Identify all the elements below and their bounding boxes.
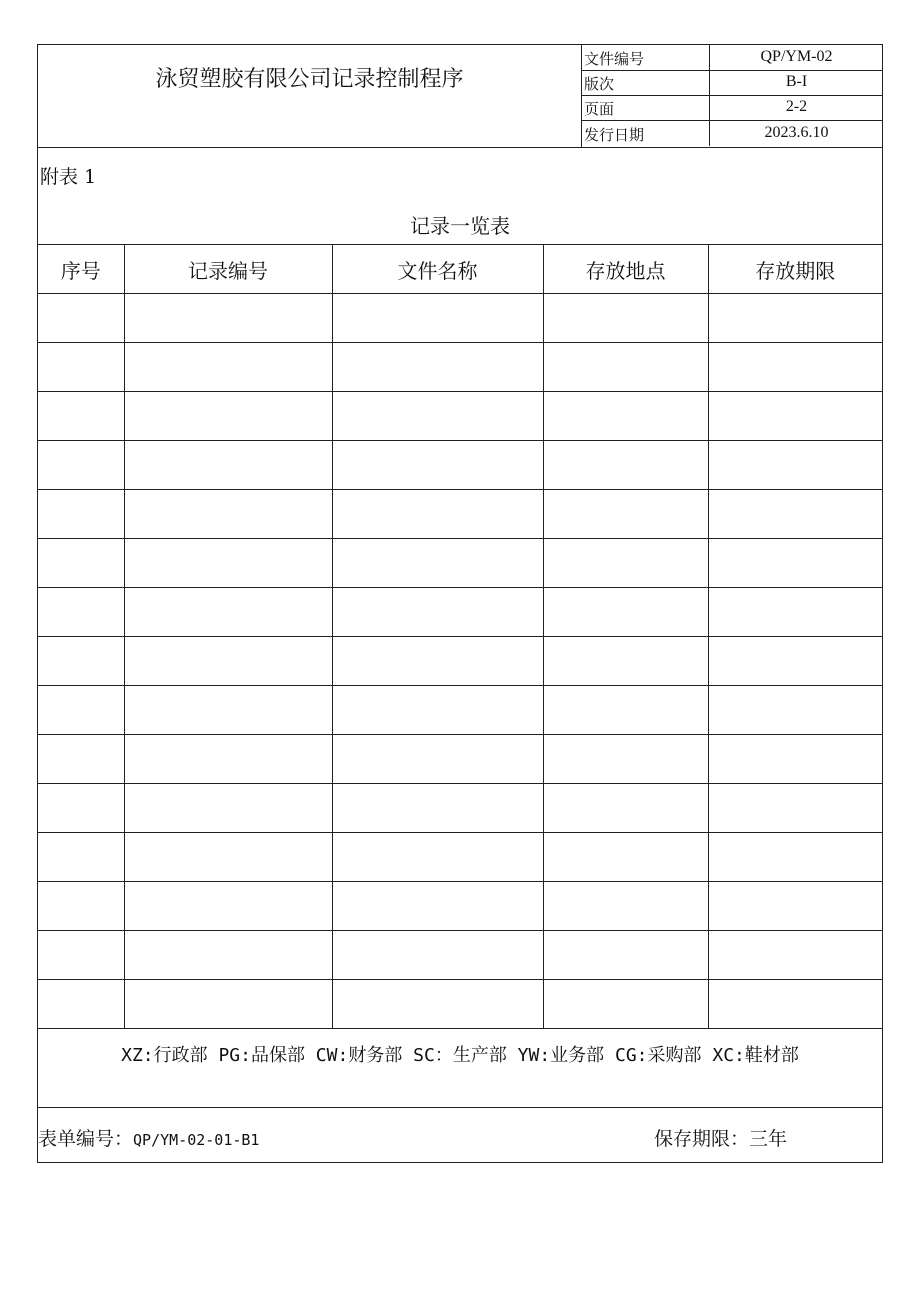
table-cell [543,490,708,539]
table-cell [332,392,543,441]
table-cell [38,784,124,833]
table-header-row [38,245,882,294]
table-cell [708,735,882,784]
table-cell [708,784,882,833]
table-cell [38,833,124,882]
table-cell [124,588,332,637]
table-cell [124,980,332,1029]
table-row [38,441,882,490]
form-number-label: 表单编号： [38,1128,134,1150]
column-header-record-no: 记录编号 [124,245,332,294]
table-cell [38,539,124,588]
table-cell [332,931,543,980]
records-table [38,244,882,1029]
table-cell [332,833,543,882]
table-cell [38,637,124,686]
table-cell [708,588,882,637]
table-cell [124,441,332,490]
table-row [38,490,882,539]
table-row [38,588,882,637]
table-cell [708,980,882,1029]
meta-label: 文件编号 [584,50,645,68]
meta-value: QP/YM-02 [709,45,883,70]
meta-label: 发行日期 [584,126,645,144]
table-cell [38,392,124,441]
table-cell [38,441,124,490]
table-cell [38,490,124,539]
table-cell [124,294,332,343]
table-cell [124,784,332,833]
meta-value: 2-2 [709,95,883,120]
sheet-title: 记录一览表 [410,214,510,238]
table-cell [708,441,882,490]
table-cell [38,735,124,784]
meta-value: 2023.6.10 [709,121,883,146]
table-row [38,833,882,882]
table-row [38,539,882,588]
table-row [38,343,882,392]
table-cell [543,931,708,980]
column-header-period: 存放期限 [708,245,882,294]
table-cell [38,980,124,1029]
table-cell [124,392,332,441]
table-cell [124,686,332,735]
table-row [38,637,882,686]
appendix-label: 附表 1 [40,166,97,188]
table-cell [124,735,332,784]
table-cell [543,882,708,931]
document-footer [38,1108,882,1163]
table-cell [543,441,708,490]
document-frame [37,44,883,1163]
table-cell [708,686,882,735]
column-header-no: 序号 [38,245,124,294]
table-cell [708,637,882,686]
retention-period: 保存期限：三年 [654,1128,788,1150]
table-cell [332,686,543,735]
meta-row-page [582,95,883,121]
table-cell [124,539,332,588]
table-cell [543,784,708,833]
table-row [38,931,882,980]
table-cell [332,539,543,588]
table-cell [543,392,708,441]
meta-row-version [582,70,883,96]
appendix-section [38,148,882,244]
table-cell [708,882,882,931]
legend-text: XZ:行政部 PG:品保部 CW:财务部 SC：生产部 YW:业务部 CG:采购部 XC:鞋材部 [121,1045,799,1066]
document-title: 泳贸塑胶有限公司记录控制程序 [155,67,464,92]
table-cell [332,294,543,343]
table-cell [332,441,543,490]
table-cell [543,980,708,1029]
table-cell [543,686,708,735]
table-cell [38,588,124,637]
table-cell [124,490,332,539]
table-cell [708,294,882,343]
table-cell [38,882,124,931]
table-cell [543,588,708,637]
table-cell [124,343,332,392]
table-cell [124,882,332,931]
table-cell [332,637,543,686]
table-cell [543,735,708,784]
department-legend [38,1029,882,1108]
table-cell [38,686,124,735]
table-cell [38,294,124,343]
table-cell [543,637,708,686]
table-cell [124,637,332,686]
table-row [38,294,882,343]
table-cell [332,588,543,637]
table-cell [708,833,882,882]
table-cell [38,931,124,980]
table-row [38,784,882,833]
table-cell [332,784,543,833]
table-cell [332,735,543,784]
table-cell [332,343,543,392]
table-row [38,392,882,441]
meta-row-doc-no [582,45,883,71]
form-number [38,1124,259,1151]
meta-row-issue-date [582,121,883,146]
column-header-file-name: 文件名称 [332,245,543,294]
table-cell [38,343,124,392]
table-row [38,735,882,784]
table-cell [708,539,882,588]
meta-label: 页面 [584,100,615,118]
table-cell [708,490,882,539]
table-cell [332,490,543,539]
document-header [38,45,882,148]
table-body [38,294,882,1029]
meta-value: B-I [709,70,883,95]
table-cell [543,539,708,588]
table-cell [332,882,543,931]
table-cell [708,392,882,441]
table-row [38,686,882,735]
table-cell [543,294,708,343]
form-number-code: QP/YM-02-01-B1 [133,1131,260,1149]
table-row [38,882,882,931]
table-cell [543,343,708,392]
document-meta-table [581,45,883,147]
column-header-location: 存放地点 [543,245,708,294]
table-cell [708,931,882,980]
table-cell [708,343,882,392]
table-cell [124,931,332,980]
table-row [38,980,882,1029]
table-cell [332,980,543,1029]
table-cell [543,833,708,882]
table-cell [124,833,332,882]
meta-label: 版次 [584,75,615,93]
